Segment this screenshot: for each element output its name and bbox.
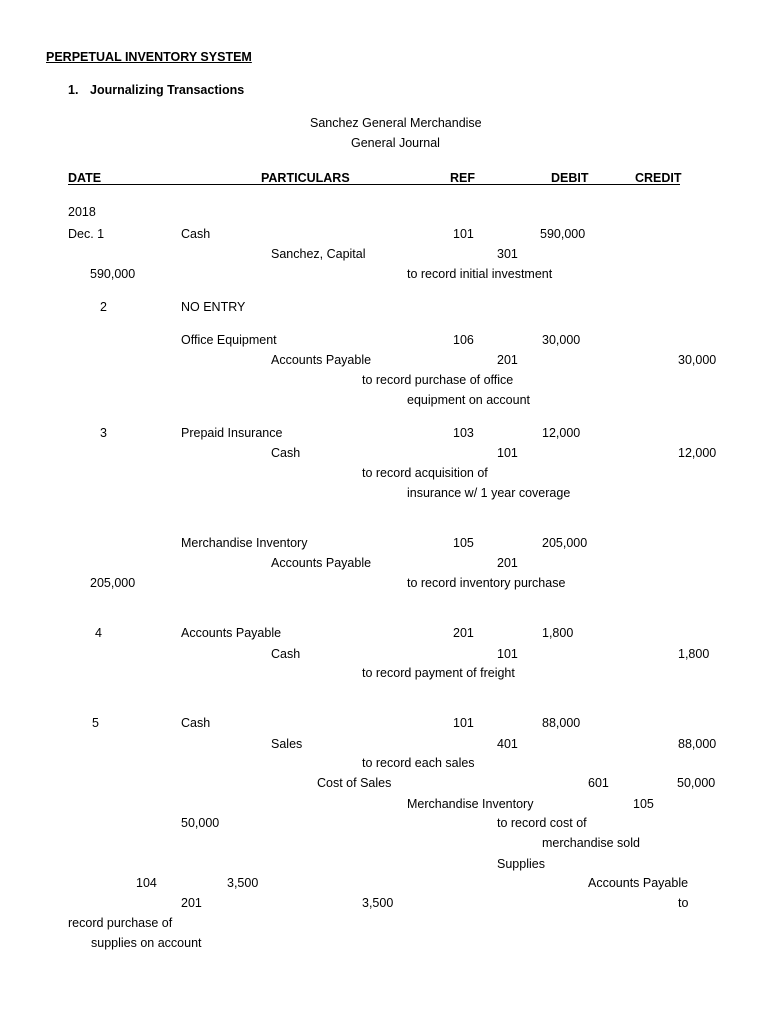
credit-account: Merchandise Inventory (407, 797, 534, 811)
column-header-credit: CREDIT (635, 171, 682, 185)
debit-account: Prepaid Insurance (181, 426, 283, 440)
debit-account: Cash (181, 716, 211, 730)
debit-amount: 1,800 (542, 626, 574, 640)
entry-memo: to record inventory purchase (407, 576, 566, 590)
entry-memo: merchandise sold (542, 836, 640, 850)
credit-account: Accounts Payable (271, 353, 372, 367)
debit-account: Accounts Payable (181, 626, 282, 640)
company-name: Sanchez General Merchandise (310, 116, 482, 130)
debit-amount: 50,000 (677, 776, 716, 790)
credit-amount: 50,000 (181, 816, 220, 830)
credit-account: Accounts Payable (271, 556, 372, 570)
entry-memo: to record payment of freight (362, 666, 515, 680)
credit-amount: 1,800 (678, 647, 710, 661)
credit-ref: 201 (181, 896, 202, 910)
debit-ref: 101 (453, 227, 474, 241)
entry-date: 3 (100, 426, 107, 440)
credit-amount: 12,000 (678, 446, 717, 460)
entry-memo: equipment on account (407, 393, 531, 407)
credit-account: Cash (271, 647, 301, 661)
debit-ref: 106 (453, 333, 474, 347)
debit-amount: 205,000 (542, 536, 588, 550)
credit-ref: 301 (497, 247, 518, 261)
credit-ref: 201 (497, 353, 518, 367)
credit-amount: 88,000 (678, 737, 717, 751)
debit-amount: 30,000 (542, 333, 581, 347)
debit-amount: 88,000 (542, 716, 581, 730)
entry-date: Dec. 1 (68, 227, 105, 241)
entry-memo: record purchase of (68, 916, 173, 930)
debit-amount: 12,000 (542, 426, 581, 440)
column-header-date: DATE (68, 171, 102, 185)
credit-amount: 30,000 (678, 353, 717, 367)
entry-memo: to record each sales (362, 756, 475, 770)
entry-memo: to record acquisition of (362, 466, 488, 480)
debit-ref: 601 (588, 776, 609, 790)
credit-ref: 401 (497, 737, 518, 751)
section-number: 1. (68, 83, 79, 97)
entry-year: 2018 (68, 205, 96, 219)
journal-name: General Journal (351, 136, 440, 150)
column-header-particulars: PARTICULARS (261, 171, 350, 185)
no-entry-note: NO ENTRY (181, 300, 246, 314)
credit-account: Sales (271, 737, 303, 751)
credit-ref: 101 (497, 647, 518, 661)
entry-memo: to record purchase of office (362, 373, 514, 387)
debit-account: Office Equipment (181, 333, 277, 347)
debit-account: Cash (181, 227, 211, 241)
credit-amount: 205,000 (90, 576, 136, 590)
entry-memo: to record cost of (497, 816, 587, 830)
debit-ref: 104 (136, 876, 157, 890)
debit-account: Merchandise Inventory (181, 536, 308, 550)
entry-memo: insurance w/ 1 year coverage (407, 486, 571, 500)
entry-date: 4 (95, 626, 102, 640)
section-title: Journalizing Transactions (90, 83, 245, 97)
entry-memo: to (678, 896, 689, 910)
entry-memo: to record initial investment (407, 267, 553, 281)
debit-ref: 105 (453, 536, 474, 550)
credit-ref: 105 (633, 797, 654, 811)
document-title: PERPETUAL INVENTORY SYSTEM (46, 50, 252, 64)
credit-account: Sanchez, Capital (271, 247, 366, 261)
debit-amount: 590,000 (540, 227, 586, 241)
debit-account: Supplies (497, 857, 545, 871)
debit-amount: 3,500 (227, 876, 259, 890)
column-header-debit: DEBIT (551, 171, 589, 185)
entry-date: 5 (92, 716, 99, 730)
entry-date: 2 (100, 300, 107, 314)
credit-account: Accounts Payable (588, 876, 689, 890)
credit-ref: 101 (497, 446, 518, 460)
credit-account: Cash (271, 446, 301, 460)
entry-memo: supplies on account (91, 936, 202, 950)
credit-amount: 3,500 (362, 896, 394, 910)
column-header-ref: REF (450, 171, 475, 185)
debit-ref: 103 (453, 426, 474, 440)
debit-ref: 101 (453, 716, 474, 730)
debit-account: Cost of Sales (317, 776, 392, 790)
credit-amount: 590,000 (90, 267, 136, 281)
credit-ref: 201 (497, 556, 518, 570)
debit-ref: 201 (453, 626, 474, 640)
